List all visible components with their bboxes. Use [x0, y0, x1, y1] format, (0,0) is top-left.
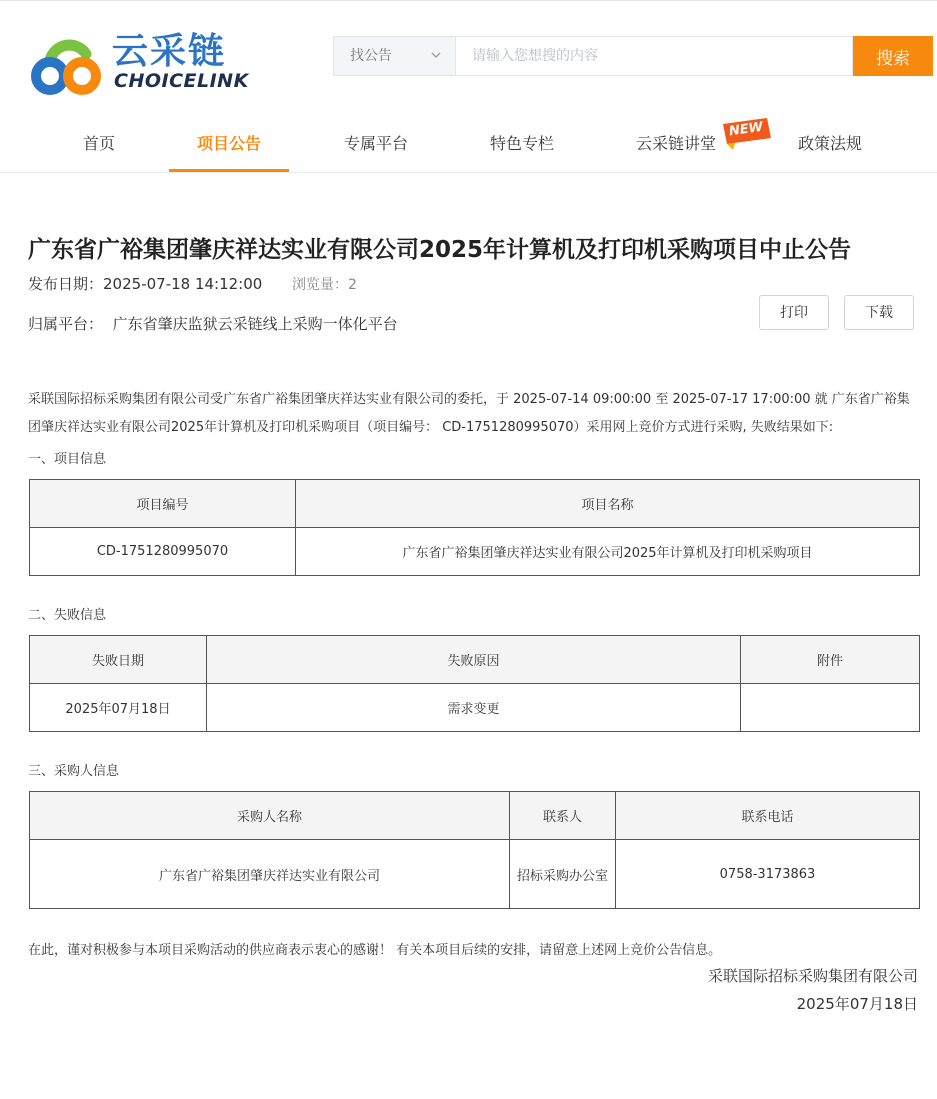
table-header-cell: 联系人 — [510, 792, 616, 840]
nav-item-project-notices[interactable]: 项目公告 — [169, 118, 289, 172]
table-header-row — [30, 480, 920, 528]
section-heading-failure: 二、失败信息 — [28, 608, 107, 623]
table-cell: 广东省广裕集团肇庆祥达实业有限公司 — [30, 840, 510, 909]
nav-item-lecture-hall[interactable]: 云采链讲堂 — [635, 134, 716, 153]
signature-date: 2025年07月18日 — [796, 995, 918, 1013]
nav-divider — [0, 172, 937, 173]
main-nav — [0, 118, 937, 172]
table-header-row — [30, 636, 920, 684]
nav-item-exclusive-platform[interactable]: 专属平台 — [343, 134, 408, 153]
search-input[interactable] — [455, 36, 853, 76]
page-title: 广东省广裕集团肇庆祥达实业有限公司2025年计算机及打印机采购项目中止公告 — [28, 237, 852, 263]
platform-info — [28, 314, 398, 334]
platform-label: 归属平台： — [28, 315, 104, 333]
closing-paragraph: 在此，谨对积极参与本项目采购活动的供应商表示衷心的感谢！ 有关本项目后续的安排，请留意上述网上竞价公告信息。 — [28, 943, 722, 958]
table-cell: 需求变更 — [207, 684, 741, 732]
new-badge-label: NEW — [728, 119, 764, 140]
publish-date-value: 2025-07-18 14:12:00 — [103, 275, 263, 293]
section-heading-buyer: 三、采购人信息 — [28, 764, 120, 779]
table-row — [30, 528, 920, 576]
print-button[interactable]: 打印 — [759, 295, 829, 330]
project-info-table — [29, 479, 920, 576]
nav-item-home[interactable]: 首页 — [82, 134, 115, 153]
view-count-value: 2 — [348, 277, 357, 293]
chevron-down-icon — [429, 48, 443, 62]
nav-item-policies[interactable]: 政策法规 — [797, 134, 862, 153]
search-category-select[interactable] — [333, 36, 455, 76]
table-cell: 0758-3173863 — [616, 840, 920, 909]
table-cell-attachment — [741, 684, 920, 732]
table-cell: 广东省广裕集团肇庆祥达实业有限公司2025年计算机及打印机采购项目 — [296, 528, 920, 576]
section-heading-project: 一、项目信息 — [28, 452, 107, 467]
platform-value: 广东省肇庆监狱云采链线上采购一体化平台 — [112, 315, 398, 333]
table-cell: 2025年07月18日 — [30, 684, 207, 732]
site-logo[interactable] — [28, 30, 249, 96]
buyer-info-table — [29, 791, 920, 909]
nav-item-featured-column[interactable]: 特色专栏 — [489, 134, 554, 153]
table-header-cell: 项目编号 — [30, 480, 296, 528]
publish-date — [28, 274, 262, 294]
table-header-cell: 附件 — [741, 636, 920, 684]
table-header-cell: 失败原因 — [207, 636, 741, 684]
view-count-label: 浏览量： — [292, 277, 348, 293]
table-header-cell: 采购人名称 — [30, 792, 510, 840]
search-button[interactable]: 搜索 — [853, 36, 933, 76]
download-button[interactable]: 下载 — [844, 295, 914, 330]
table-row — [30, 840, 920, 909]
table-cell: CD-1751280995070 — [30, 528, 296, 576]
new-badge — [721, 116, 773, 152]
table-header-cell: 失败日期 — [30, 636, 207, 684]
publish-date-label: 发布日期： — [28, 275, 104, 293]
failure-info-table — [29, 635, 920, 732]
table-row — [30, 684, 920, 732]
logo-text-cn: 云采链 — [112, 31, 227, 72]
table-header-cell: 项目名称 — [296, 480, 920, 528]
table-header-cell: 联系电话 — [616, 792, 920, 840]
table-header-row — [30, 792, 920, 840]
top-border — [0, 0, 937, 1]
table-cell: 招标采购办公室 — [510, 840, 616, 909]
search-bar — [333, 36, 933, 76]
cloud-link-logo-icon — [28, 30, 108, 96]
signature-organization: 采联国际招标采购集团有限公司 — [707, 967, 918, 985]
search-category-label: 找公告 — [350, 48, 392, 64]
view-count — [292, 275, 357, 295]
intro-paragraph: 采联国际招标采购集团有限公司受广东省广裕集团肇庆祥达实业有限公司的委托，于 2025-07-14 09:00:00 至 2025-07-17 17:00:00 就 广东省广裕集团肇庆祥达实业有限公司2025年计算机及打印机采购项目（项目编号： CD-1751280995070）采用网上竞价方式进行采购, 失败结果如下: — [28, 392, 910, 435]
logo-text-en: CHOICELINK — [114, 70, 249, 92]
